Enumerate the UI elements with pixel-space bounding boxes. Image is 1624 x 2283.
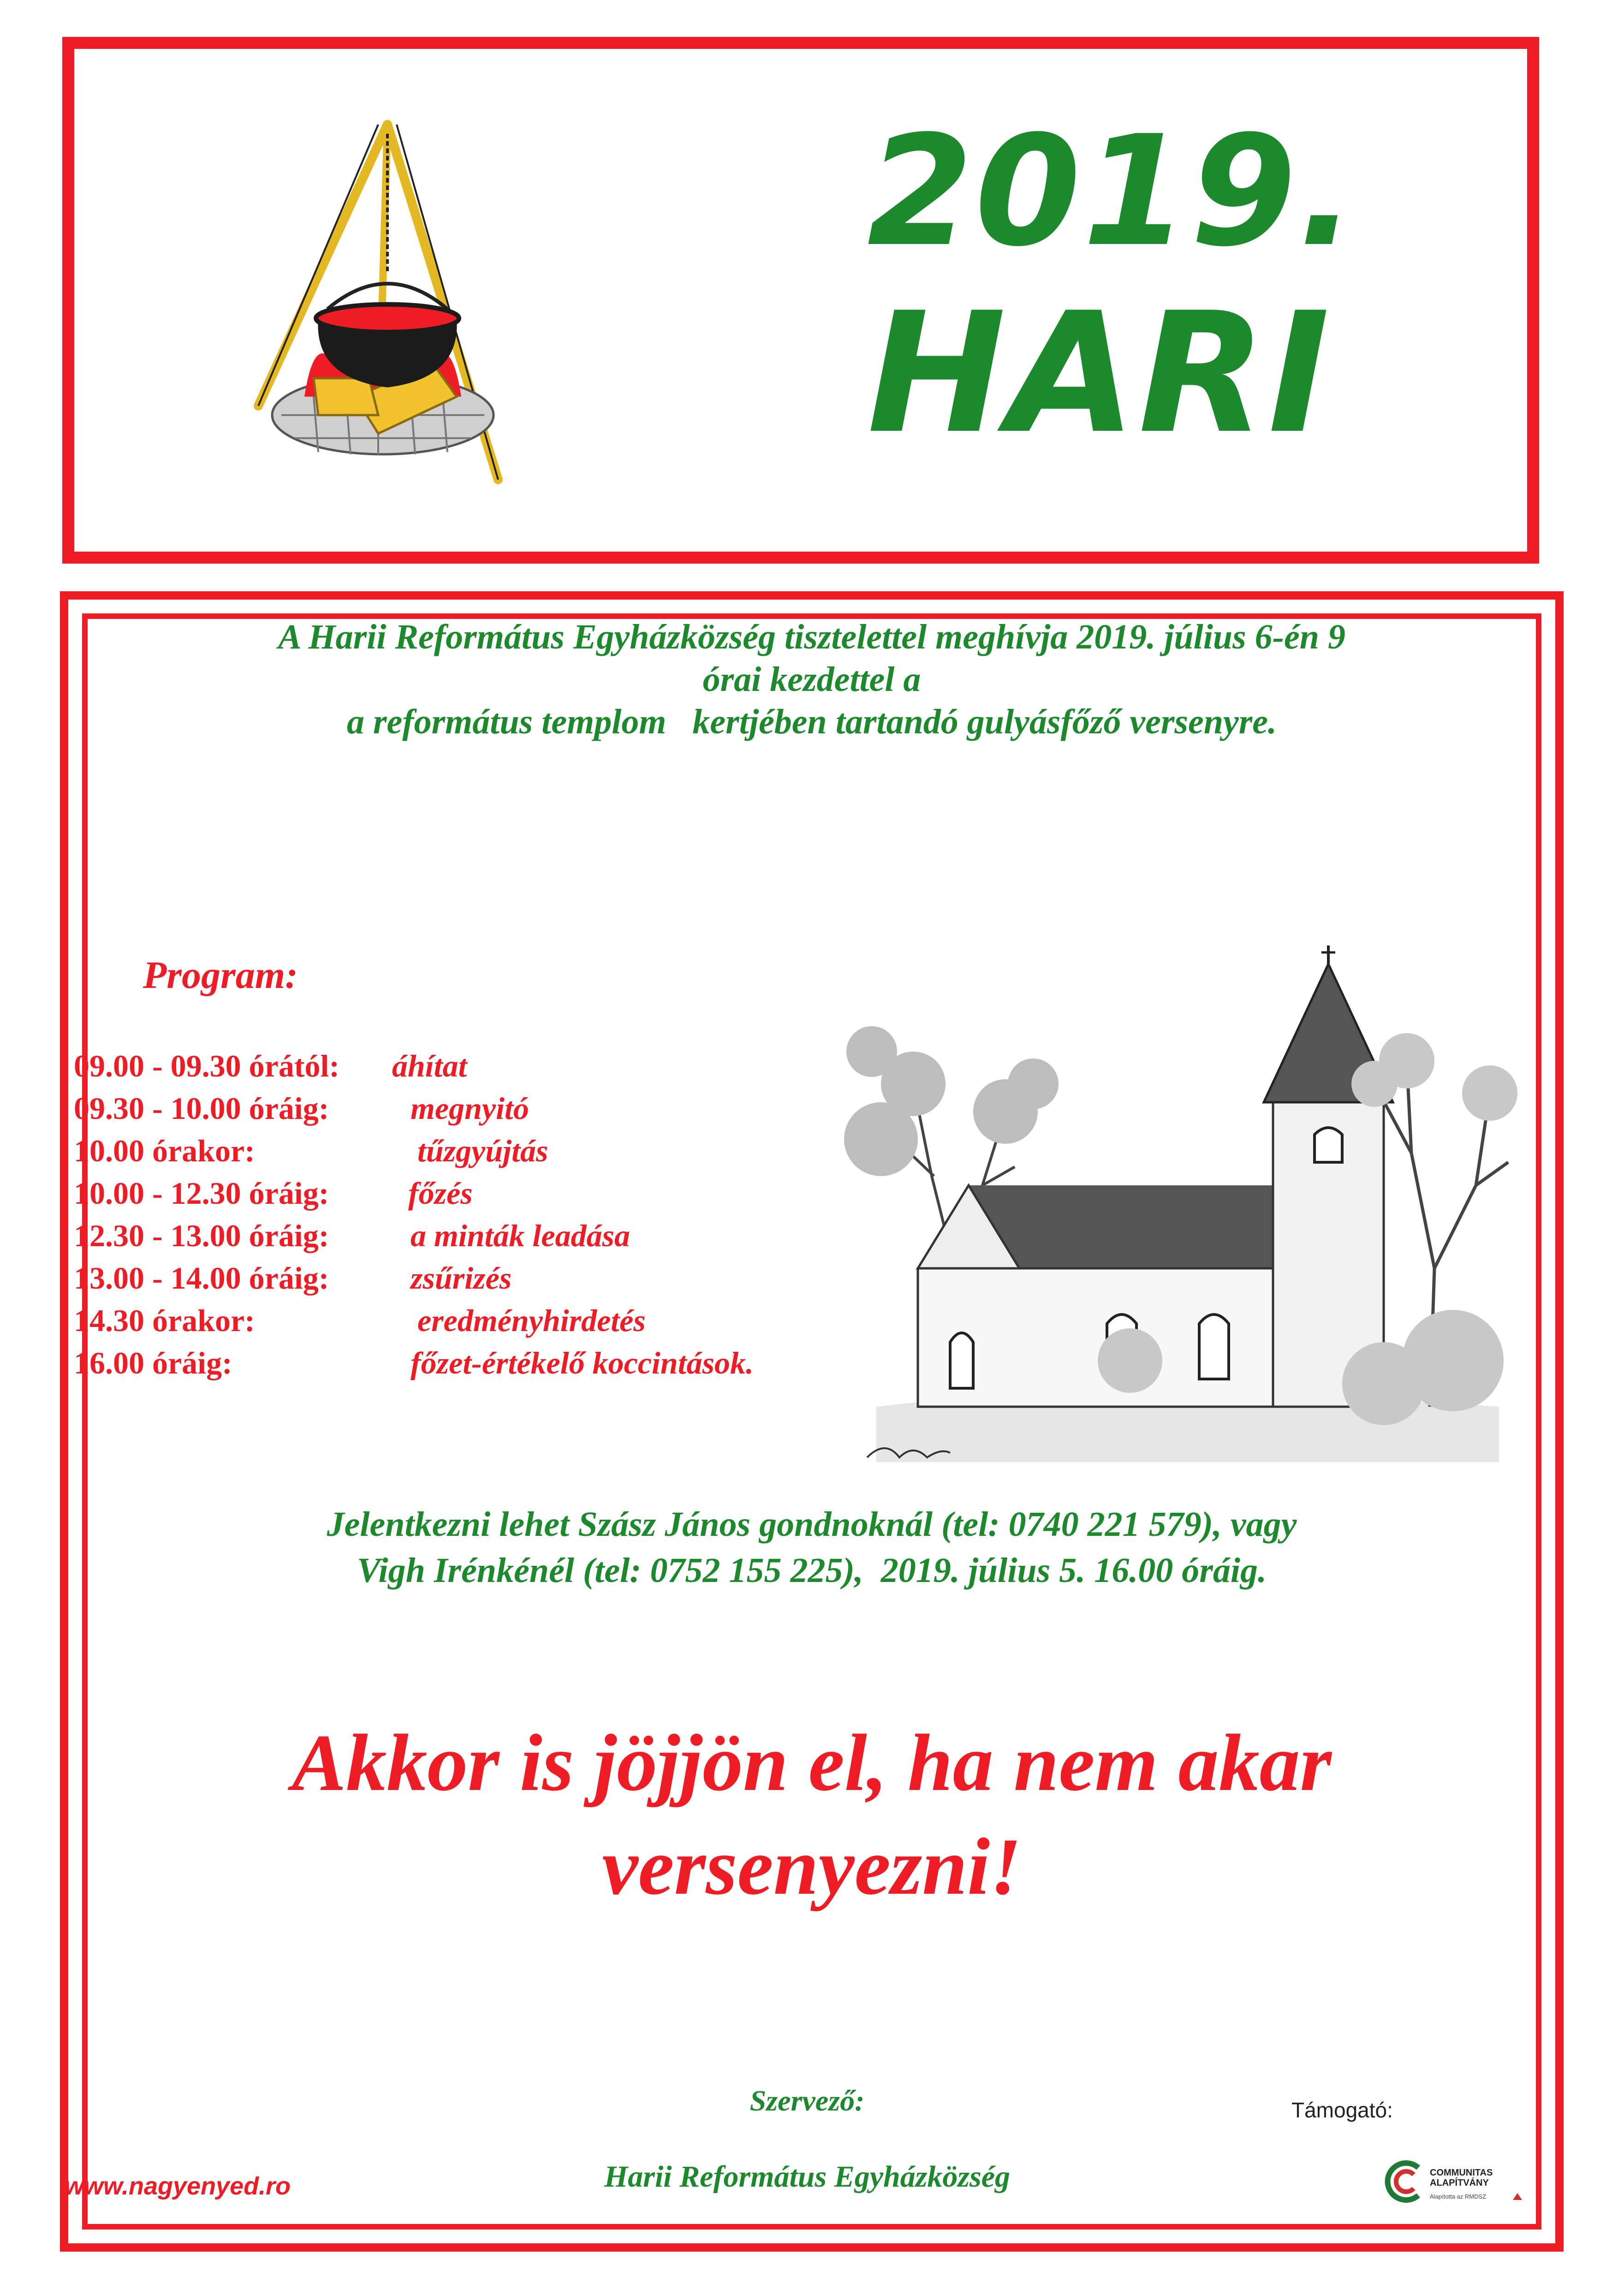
program-time: 12.30 - 13.00 óráig: (74, 1218, 329, 1253)
program-activity: főzet-értékelő koccintások. (410, 1345, 754, 1380)
program-time: 09.00 - 09.30 órától: (74, 1048, 340, 1083)
invitation-line: A Harii Református Egyházközség tisztelettel meghívja 2019. július 6-én 9 (278, 618, 1345, 656)
program-activity: eredményhirdetés (417, 1303, 646, 1338)
sponsor-name-line: ALAPÍTVÁNY (1430, 2178, 1489, 2188)
website-link[interactable]: www.nagyenyed.ro (65, 2172, 291, 2200)
header-year: 2019. (867, 103, 1358, 280)
program-time: 16.00 óráig: (74, 1345, 232, 1380)
program-list (74, 1045, 950, 1384)
signup-line: Vigh Irénkénél (tel: 0752 155 225), 2019. július 5. 16.00 óráig. (357, 1551, 1267, 1590)
program-activity: áhítat (392, 1048, 467, 1083)
slogan-line: Akkor is jöjjön el, ha nem akar (291, 1718, 1332, 1808)
program-item (74, 1087, 950, 1130)
slogan-line: versenyezni! (602, 1822, 1022, 1912)
invitation-line: órai kezdettel a (702, 660, 921, 699)
signup-text (101, 1501, 1522, 1593)
program-time: 13.00 - 14.00 óráig: (74, 1260, 329, 1296)
program-item (74, 1257, 950, 1299)
sponsor-label: Támogató: (1291, 2098, 1393, 2122)
program-time: 10.00 - 12.30 óráig: (74, 1176, 329, 1211)
invitation-line: a református templom kertjében tartandó gulyásfőző versenyre. (346, 702, 1277, 741)
program-activity: tűzgyújtás (417, 1133, 548, 1168)
program-activity: a minták leadása (410, 1218, 631, 1253)
program-activity: megnyitó (410, 1091, 529, 1126)
sponsor-name-line: COMMUNITAS (1430, 2168, 1493, 2178)
slogan (101, 1711, 1522, 1919)
church-sketch-illustration (830, 945, 1522, 1476)
header-place: HARI (867, 277, 1332, 470)
program-time: 14.30 órakor: (74, 1303, 255, 1338)
program-item (74, 1172, 950, 1214)
organizer-name: Harii Református Egyházközség (604, 2160, 1011, 2194)
program-time: 09.30 - 10.00 óráig: (74, 1091, 329, 1126)
sponsor-tagline: Alapította az RMDSZ (1430, 2193, 1487, 2200)
program-item (74, 1299, 950, 1342)
signup-line: Jelentkezni lehet Szász János gondnoknál (tel: 0740 221 579), vagy (327, 1505, 1297, 1544)
program-time: 10.00 órakor: (74, 1133, 255, 1168)
program-item (74, 1214, 950, 1257)
program-activity: zsűrizés (410, 1260, 512, 1296)
cauldron-over-campfire-illustration (240, 120, 535, 489)
organizer-label: Szervező: (750, 2084, 865, 2117)
program-activity: főzés (408, 1176, 473, 1211)
program-title: Program: (143, 954, 298, 997)
program-item (74, 1130, 950, 1172)
invitation-text (101, 616, 1522, 743)
program-item (74, 1342, 950, 1384)
program-item (74, 1045, 950, 1087)
